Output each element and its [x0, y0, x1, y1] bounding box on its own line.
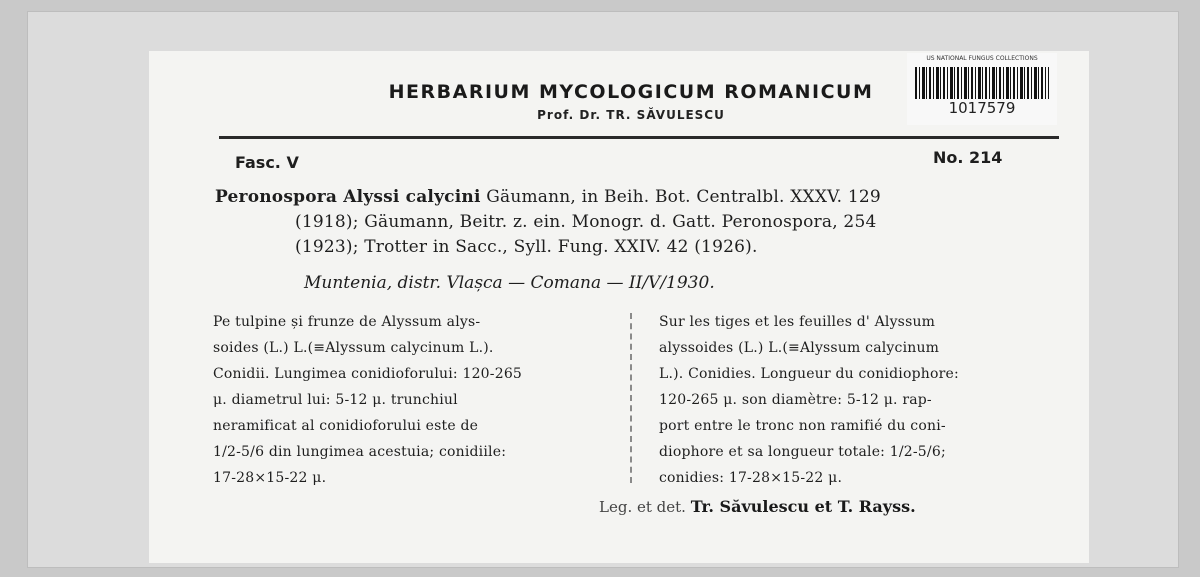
- specimen-number: No. 214: [933, 148, 1003, 167]
- ro-line: Conidii. Lungimea conidioforului: 120-265: [213, 366, 523, 382]
- column-divider: [630, 313, 632, 483]
- ro-line: Pe tulpine și frunze de Alyssum alys-: [213, 314, 481, 330]
- fr-line: Sur les tiges et les feuilles d' Alyssum: [659, 314, 936, 330]
- collector-line: [599, 497, 916, 516]
- header-rule: [219, 136, 1059, 139]
- ro-line: neramificat al conidioforului este de: [213, 418, 479, 434]
- barcode-caption: US NATIONAL FUNGUS COLLECTIONS: [926, 55, 1038, 62]
- taxon-citation: [215, 185, 1045, 260]
- fr-line: diophore et sa longueur totale: 1/2-5/6;: [659, 444, 946, 460]
- citation-line-2: (1918); Gäumann, Beitr. z. ein. Monogr. d. Gatt. Peronospora, 254: [295, 212, 877, 232]
- herbarium-sheet: [28, 12, 1178, 567]
- fr-line: alyssoides (L.) L.(≡Alyssum calycinum: [659, 340, 940, 356]
- locality: Muntenia, distr. Vlașca — Comana — II/V/1930.: [304, 273, 715, 293]
- ro-line: soides (L.) L.(≡Alyssum calycinum L.).: [213, 340, 494, 356]
- description-romanian: [213, 309, 601, 491]
- fr-line: 120-265 μ. son diamètre: 5-12 μ. rap-: [659, 392, 932, 408]
- ro-line: μ. diametrul lui: 5-12 μ. trunchiul: [213, 392, 458, 408]
- specimen-label: [148, 50, 1090, 564]
- barcode-number: 1017579: [948, 99, 1016, 117]
- species-name: Peronospora Alyssi calycini: [215, 187, 481, 207]
- fr-line: conidies: 17-28×15-22 μ.: [659, 470, 843, 486]
- citation-line-1: [215, 185, 1045, 210]
- citation-line-1-rest: Gäumann, in Beih. Bot. Centralbl. XXXV. 129: [480, 187, 881, 207]
- citation-line-3: (1923); Trotter in Sacc., Syll. Fung. XXIV. 42 (1926).: [295, 237, 758, 257]
- description-french: [659, 309, 1039, 491]
- fr-line: port entre le tronc non ramifié du coni-: [659, 418, 946, 434]
- collector-names: Tr. Săvulescu et T. Rayss.: [690, 497, 916, 516]
- fr-line: L.). Conidies. Longueur du conidiophore:: [659, 366, 959, 382]
- label-title: HERBARIUM MYCOLOGICUM ROMANICUM: [388, 81, 874, 103]
- ro-line: 17-28×15-22 μ.: [213, 470, 327, 486]
- label-subtitle: Prof. Dr. TR. SĂVULESCU: [537, 108, 725, 122]
- ro-line: 1/2-5/6 din lungimea acestuia; conidiile:: [213, 444, 507, 460]
- barcode-icon: [915, 67, 1049, 99]
- collector-prefix: Leg. et det.: [599, 498, 691, 516]
- barcode-sticker: [907, 53, 1057, 125]
- fascicle-label: Fasc. V: [235, 153, 299, 172]
